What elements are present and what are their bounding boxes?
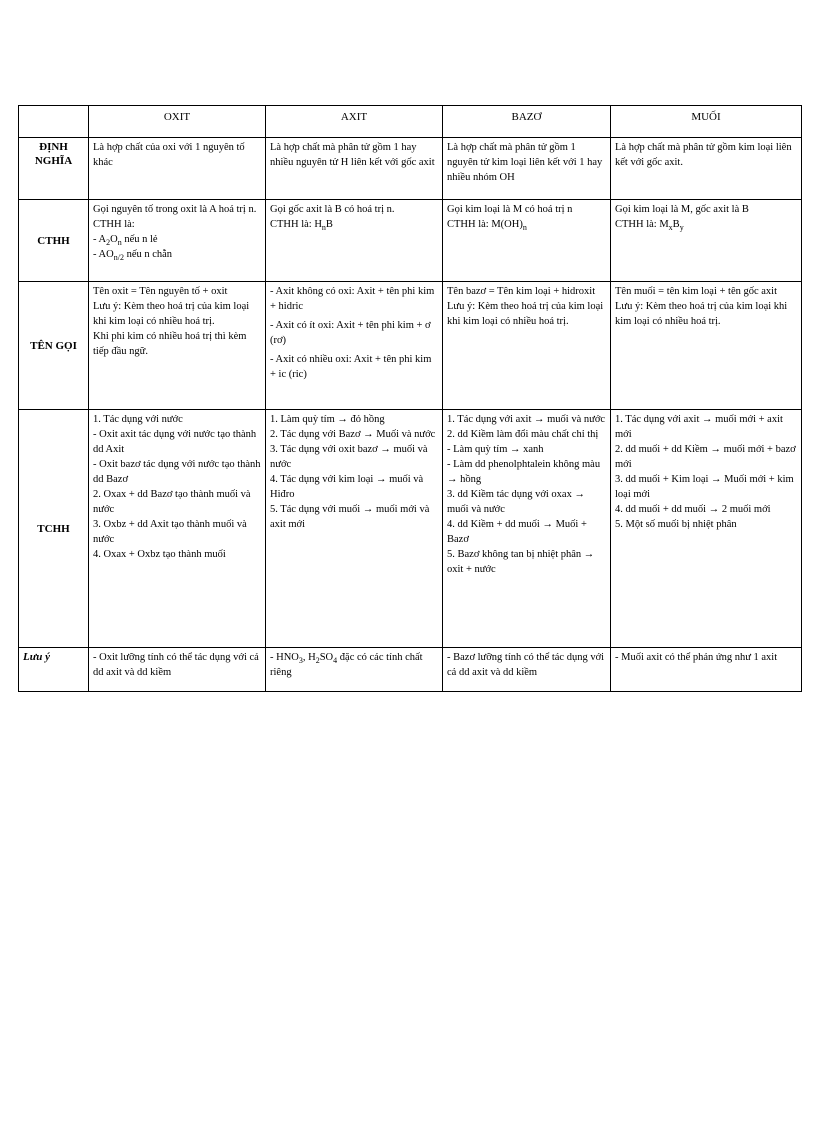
- tchh-bazo-line: - Làm quỳ tím → xanh: [447, 444, 544, 455]
- ten-goi-oxit-line: Lưu ý: Kèm theo hoá trị của kim loại khi kim loại có nhiều hoá trị.: [93, 301, 250, 327]
- formula-part: B: [325, 219, 333, 230]
- row-dinh-nghia: [19, 138, 802, 200]
- tchh-oxit-line: 3. Oxbz + dd Axit tạo thành muối và nước: [93, 519, 247, 545]
- cthh-bazo-formula: [447, 217, 606, 232]
- tchh-oxit-line: - Oxit bazơ tác dụng với nước tạo thành dd Bazơ: [93, 459, 261, 485]
- formula-part: B: [672, 219, 680, 230]
- row-label-dinh-nghia: ĐỊNH NGHĨA: [19, 138, 89, 200]
- cell-cthh-muoi: [611, 200, 802, 282]
- tchh-muoi-line: 5. Một số muối bị nhiệt phân: [615, 519, 737, 530]
- formula-subscript: 2: [106, 238, 111, 247]
- row-label-tchh: TCHH: [19, 410, 89, 648]
- cell-dinh-nghia-bazo: Là hợp chất mà phân tử gồm 1 nguyên tử kim loại liên kết với 1 hay nhiều nhóm OH: [443, 138, 611, 200]
- cell-cthh-axit: [266, 200, 443, 282]
- tchh-muoi-line: 2. dd muối + dd Kiềm → muối mới + bazơ mới: [615, 444, 796, 470]
- cthh-muoi-formula: [615, 217, 797, 232]
- tchh-bazo-line: 3. dd Kiềm tác dụng với oxax → muối và nước: [447, 489, 585, 515]
- cell-dinh-nghia-muoi: Là hợp chất mà phân tử gồm kim loại liên kết với gốc axit.: [611, 138, 802, 200]
- formula-subscript: 3: [298, 656, 303, 665]
- cthh-oxit-formula-even: [93, 247, 261, 262]
- ten-goi-oxit-line: Tên oxit = Tên nguyên tố + oxit: [93, 286, 228, 297]
- tchh-oxit-line: 4. Oxax + Oxbz tạo thành muối: [93, 549, 226, 560]
- cell-luu-y-bazo: - Bazơ lưỡng tính có thể tác dụng với cả dd axit và dd kiềm: [443, 648, 611, 692]
- row-label-ten-goi: TÊN GỌI: [19, 282, 89, 410]
- row-luu-y: [19, 648, 802, 692]
- ten-goi-bazo-line: Lưu ý: Kèm theo hoá trị của kim loại khi kim loại có nhiều hoá trị.: [447, 301, 604, 327]
- column-header-bazo: BAZƠ: [443, 106, 611, 138]
- row-label-cthh: CTHH: [19, 200, 89, 282]
- cell-dinh-nghia-oxit: Là hợp chất của oxi với 1 nguyên tố khác: [89, 138, 266, 200]
- cell-ten-goi-bazo: [443, 282, 611, 410]
- tchh-bazo-line: 5. Bazơ không tan bị nhiệt phân → oxit + nước: [447, 549, 595, 575]
- cell-cthh-oxit: [89, 200, 266, 282]
- formula-part: - A: [93, 234, 107, 245]
- cthh-axit-line-1: Gọi gốc axit là B có hoá trị n.: [270, 204, 395, 215]
- tchh-muoi-line: 1. Tác dụng với axit → muối mới + axit mới: [615, 414, 783, 440]
- row-tchh: [19, 410, 802, 648]
- row-ten-goi: [19, 282, 802, 410]
- ten-goi-bazo-line: Tên bazơ = Tên kim loại + hidroxit: [447, 286, 596, 297]
- cell-tchh-axit: [266, 410, 443, 648]
- ten-goi-axit-line: - Axit có nhiều oxi: Axit + tên phi kim + ic (ric): [270, 354, 432, 380]
- column-header-oxit: OXIT: [89, 106, 266, 138]
- tchh-axit-line: 4. Tác dụng với kim loại → muối và Hiđro: [270, 474, 424, 500]
- formula-part: nếu n lẻ: [121, 234, 158, 245]
- cell-tchh-muoi: [611, 410, 802, 648]
- cthh-muoi-line-1: Gọi kim loại là M, gốc axit là B: [615, 204, 749, 215]
- tchh-axit-line: 5. Tác dụng với muối → muối mới và axit mới: [270, 504, 430, 530]
- cthh-bazo-line-1: Gọi kim loại là M có hoá trị n: [447, 204, 573, 215]
- chemistry-summary-table: [18, 105, 802, 692]
- row-cthh: [19, 200, 802, 282]
- tchh-muoi-line: 4. dd muối + dd muối → 2 muối mới: [615, 504, 771, 515]
- tchh-axit-line: 1. Làm quỳ tím → đỏ hồng: [270, 414, 385, 425]
- cthh-oxit-line-1: Gọi nguyên tố trong oxit là A hoá trị n.: [93, 204, 257, 215]
- cell-dinh-nghia-axit: Là hợp chất mà phân tử gồm 1 hay nhiều nguyên tử H liên kết với gốc axit: [266, 138, 443, 200]
- cell-ten-goi-muoi: [611, 282, 802, 410]
- header-row: [19, 106, 802, 138]
- tchh-bazo-line: 1. Tác dụng với axit → muối và nước: [447, 414, 606, 425]
- tchh-axit-line: 3. Tác dụng với oxit bazơ → muối và nước: [270, 444, 428, 470]
- cell-luu-y-muoi: - Muối axit có thể phản ứng như 1 axit: [611, 648, 802, 692]
- formula-part: , H: [302, 652, 316, 663]
- tchh-axit-line: 2. Tác dụng với Bazơ → Muối và nước: [270, 429, 436, 440]
- cthh-oxit-line-2: CTHH là:: [93, 219, 135, 230]
- row-label-luu-y: Lưu ý: [19, 648, 89, 692]
- formula-part: CTHH là: M(OH): [447, 219, 523, 230]
- cell-luu-y-axit: [266, 648, 443, 692]
- formula-part: SO: [319, 652, 334, 663]
- formula-part: CTHH là: M: [615, 219, 669, 230]
- tchh-oxit-line: - Oxit axit tác dụng với nước tạo thành dd Axit: [93, 429, 257, 455]
- ten-goi-muoi-line: Tên muối = tên kim loại + tên gốc axit: [615, 286, 778, 297]
- formula-part: - AO: [93, 249, 114, 260]
- formula-subscript: n/2: [113, 253, 124, 262]
- cell-ten-goi-axit: [266, 282, 443, 410]
- formula-part: O: [110, 234, 118, 245]
- formula-part: đặc có các tính chất riêng: [270, 652, 423, 678]
- cell-cthh-bazo: [443, 200, 611, 282]
- ten-goi-axit-line: - Axit có ít oxi: Axit + tên phi kim + ơ (rơ): [270, 320, 431, 346]
- tchh-oxit-line: 2. Oxax + dd Bazơ tạo thành muối và nước: [93, 489, 251, 515]
- formula-subscript: x: [668, 223, 673, 232]
- corner-cell: [19, 106, 89, 138]
- tchh-oxit-line: 1. Tác dụng với nước: [93, 414, 183, 425]
- formula-subscript: 2: [315, 656, 320, 665]
- formula-subscript: n: [117, 238, 122, 247]
- tchh-bazo-line: 2. dd Kiềm làm đổi màu chất chỉ thị: [447, 429, 599, 440]
- formula-part: CTHH là: H: [270, 219, 322, 230]
- formula-part: - HNO: [270, 652, 299, 663]
- ten-goi-oxit-line: Khi phi kim có nhiều hoá trị thì kèm tiếp đầu ngữ.: [93, 331, 247, 357]
- cell-tchh-bazo: [443, 410, 611, 648]
- cell-luu-y-oxit: - Oxit lưỡng tính có thể tác dụng với cả dd axit và dd kiềm: [89, 648, 266, 692]
- cthh-oxit-formula-odd: [93, 232, 261, 247]
- ten-goi-muoi-line: Lưu ý: Kèm theo hoá trị của kim loại khi kim loại có nhiều hoá trị.: [615, 301, 788, 327]
- formula-subscript: n: [321, 223, 326, 232]
- formula-subscript: y: [679, 223, 684, 232]
- cell-tchh-oxit: [89, 410, 266, 648]
- cell-ten-goi-oxit: [89, 282, 266, 410]
- column-header-axit: AXIT: [266, 106, 443, 138]
- tchh-bazo-line: 4. dd Kiềm + dd muối → Muối + Bazơ: [447, 519, 587, 545]
- cthh-axit-formula: [270, 217, 438, 232]
- formula-part: nếu n chẵn: [123, 249, 173, 260]
- formula-subscript: n: [522, 223, 527, 232]
- ten-goi-axit-line: - Axit không có oxi: Axit + tên phi kim + hidric: [270, 286, 435, 312]
- column-header-muoi: MUỐI: [611, 106, 802, 138]
- tchh-muoi-line: 3. dd muối + Kim loại → Muối mới + kim loại mới: [615, 474, 794, 500]
- formula-subscript: 4: [333, 656, 338, 665]
- tchh-bazo-line: - Làm dd phenolphtalein không màu → hồng: [447, 459, 601, 485]
